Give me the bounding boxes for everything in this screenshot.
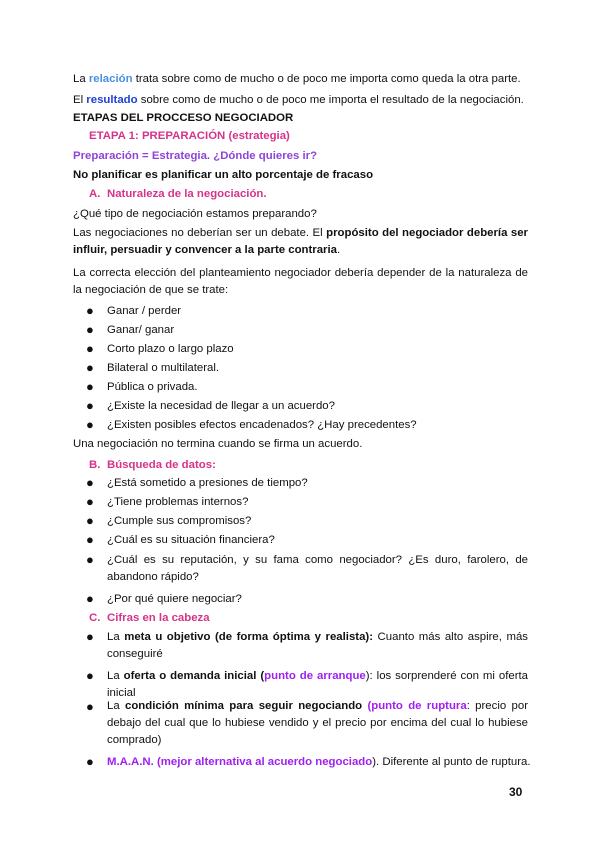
- list-item: ¿Tiene problemas internos?: [107, 496, 249, 508]
- emphasis: meta u objetivo (de forma óptima y realista):: [124, 631, 374, 643]
- list-item: Bilateral o multilateral.: [107, 362, 220, 374]
- text: sobre como de mucho o de poco me importa el resultado de la negociación.: [137, 94, 524, 106]
- paragraph-debate: [73, 225, 528, 259]
- section-heading: ETAPAS DEL PROCCESO NEGOCIADOR: [73, 112, 294, 124]
- highlight-punto-arranque: punto de arranque: [264, 670, 366, 682]
- bullet-icon: ●: [86, 668, 94, 683]
- section-b-title: Búsqueda de datos:: [107, 459, 216, 471]
- text: ): los sorprenderé con mi oferta inicial: [107, 670, 528, 699]
- paragraph-eleccion: La correcta elección del planteamiento negociador debería depender de la naturaleza de la negociación de que se trate:: [73, 267, 528, 296]
- bullet-icon: ●: [86, 699, 94, 714]
- list-item: ¿Cuál es su reputación, y su fama como negociador? ¿Es duro, farolero, de abandono rápido?: [107, 554, 528, 583]
- section-c-title: Cifras en la cabeza: [107, 612, 210, 624]
- list-item: ¿Está sometido a presiones de tiempo?: [107, 477, 308, 489]
- bullet-icon: ●: [86, 591, 94, 606]
- list-item: ¿Por qué quiere negociar?: [107, 593, 242, 605]
- text: La: [107, 700, 125, 712]
- section-b-letter: B.: [89, 459, 101, 471]
- list-item-condicion: [107, 698, 528, 749]
- text: (: [362, 700, 372, 712]
- bullet-icon: ●: [86, 513, 94, 528]
- text: Las negociaciones no deberían ser un debate. El: [73, 227, 327, 239]
- text: El: [73, 94, 87, 106]
- bullet-icon: ●: [86, 379, 94, 394]
- bullet-icon: ●: [86, 398, 94, 413]
- bullet-icon: ●: [86, 303, 94, 318]
- paragraph-relacion: [73, 71, 528, 88]
- text: Cuanto más alto aspire, más conseguiré: [107, 631, 528, 660]
- list-item: Pública o privada.: [107, 381, 198, 393]
- bullet-icon: ●: [86, 360, 94, 375]
- text: (: [256, 670, 265, 682]
- text: La: [107, 631, 125, 643]
- list-item: ¿Cumple sus compromisos?: [107, 515, 252, 527]
- section-c-letter: C.: [89, 612, 101, 624]
- bullet-icon: ●: [86, 475, 94, 490]
- bullet-icon: ●: [86, 322, 94, 337]
- paragraph-no-termina: Una negociación no termina cuando se firma un acuerdo.: [73, 438, 363, 450]
- highlight-punto-ruptura: punto de ruptura: [371, 700, 467, 712]
- list-item: Corto plazo o largo plazo: [107, 343, 234, 355]
- text: .: [336, 244, 341, 256]
- section-a-letter: A.: [89, 188, 101, 200]
- section-a-title: Naturaleza de la negociación.: [107, 188, 267, 200]
- preparacion-line: Preparación = Estrategia. ¿Dónde quieres ir?: [73, 150, 318, 162]
- bullet-icon: ●: [86, 754, 94, 769]
- emphasis-proposito: propósito del negociador debería ser influir, persuadir y convencer a la parte contraria: [73, 227, 528, 256]
- list-item-maan: [107, 754, 531, 771]
- text: La: [73, 73, 89, 85]
- list-item: Ganar / perder: [107, 305, 182, 317]
- text: La: [107, 670, 124, 682]
- list-item-meta: [107, 629, 528, 663]
- highlight-maan: M.A.A.N. (mejor alternativa al acuerdo negociado: [107, 756, 373, 768]
- list-item: ¿Existen posibles efectos encadenados? ¿Hay precedentes?: [107, 419, 417, 431]
- paragraph-resultado: [73, 92, 528, 109]
- bullet-icon: ●: [86, 552, 94, 567]
- highlight-resultado: resultado: [86, 94, 138, 106]
- bullet-icon: ●: [86, 341, 94, 356]
- list-item-oferta: [107, 668, 528, 702]
- bullet-icon: ●: [86, 532, 94, 547]
- no-planificar-line: No planificar es planificar un alto porcentaje de fracaso: [73, 169, 374, 181]
- etapa-title: ETAPA 1: PREPARACIÓN (estrategia): [89, 130, 290, 142]
- text: trata sobre como de mucho o de poco me importa como queda la otra parte.: [132, 73, 521, 85]
- list-item: ¿Existe la necesidad de llegar a un acuerdo?: [107, 400, 335, 412]
- bullet-icon: ●: [86, 629, 94, 644]
- emphasis: condición mínima para seguir negociando: [125, 700, 363, 712]
- emphasis: oferta o demanda inicial: [123, 670, 257, 682]
- highlight-relacion: relación: [88, 73, 133, 85]
- bullet-icon: ●: [86, 494, 94, 509]
- bullet-icon: ●: [86, 417, 94, 432]
- list-item: Ganar/ ganar: [107, 324, 175, 336]
- list-item: ¿Cuál es su situación financiera?: [107, 534, 275, 546]
- text: ). Diferente al punto de ruptura.: [372, 756, 531, 768]
- page-number: 30: [509, 785, 523, 799]
- question-tipo: ¿Qué tipo de negociación estamos preparando?: [73, 208, 317, 220]
- text: : precio por debajo del cual que lo hubiese vendido y el precio por encima del cual lo hubiese comprado): [107, 700, 528, 746]
